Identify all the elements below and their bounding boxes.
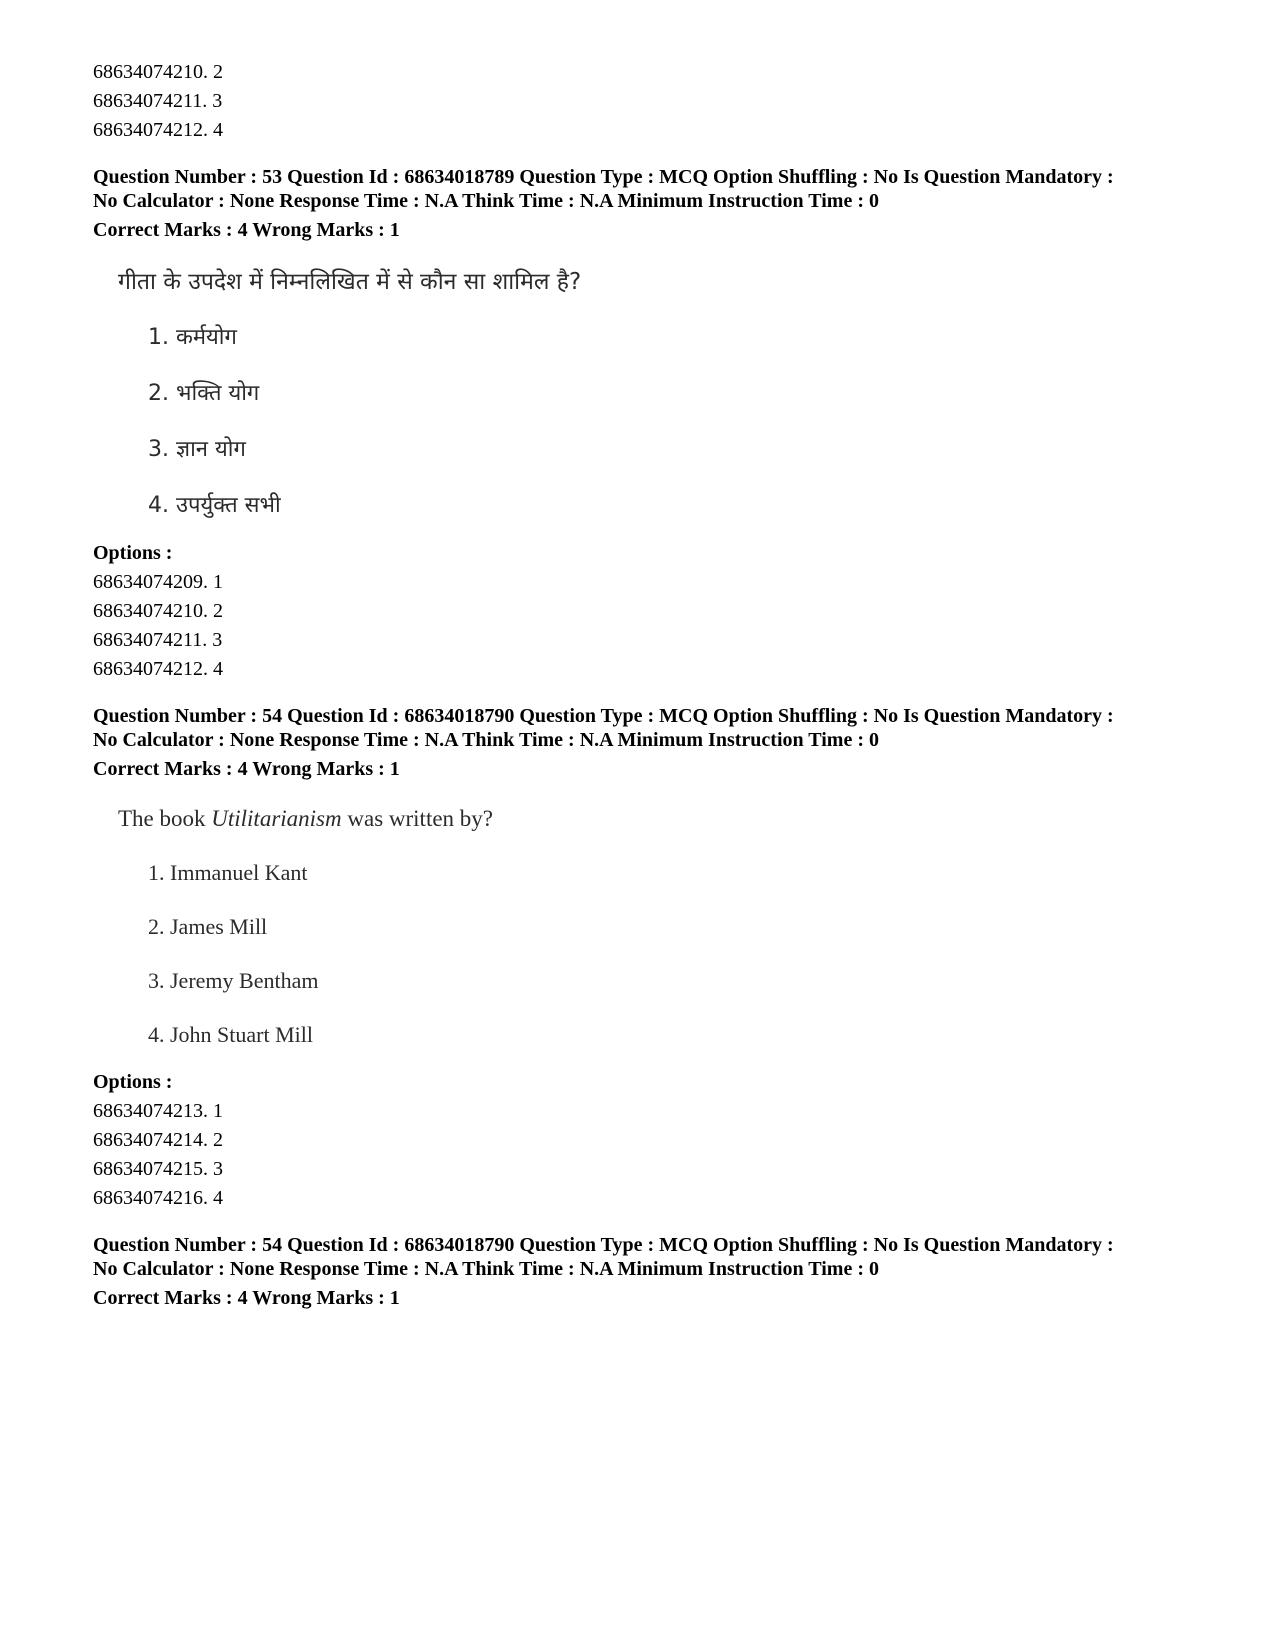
question-marks: Correct Marks : 4 Wrong Marks : 1 bbox=[93, 1287, 400, 1309]
question-text-prefix: The book bbox=[118, 806, 212, 831]
option-id-line: 68634074209. 1 bbox=[93, 571, 223, 593]
option-id-line: 68634074215. 3 bbox=[93, 1158, 223, 1180]
answer-choice: 4. John Stuart Mill bbox=[148, 1022, 314, 1047]
option-id-line: 68634074212. 4 bbox=[93, 119, 223, 141]
question-content-image bbox=[118, 267, 1203, 521]
document-page bbox=[93, 58, 1203, 1313]
option-id-line: 68634074211. 3 bbox=[93, 629, 223, 651]
option-id-line: 68634074212. 4 bbox=[93, 658, 223, 680]
option-id-line: 68634074216. 4 bbox=[93, 1187, 223, 1209]
question-header-line2: No Calculator : None Response Time : N.A Think Time : N.A Minimum Instruction Time : 0 bbox=[93, 1258, 879, 1280]
answer-choice: 1. Immanuel Kant bbox=[148, 860, 308, 885]
option-id-line: 68634074211. 3 bbox=[93, 90, 223, 112]
options-list bbox=[93, 1068, 1203, 1213]
options-label: Options : bbox=[93, 542, 173, 564]
question-marks: Correct Marks : 4 Wrong Marks : 1 bbox=[93, 219, 400, 241]
question-header-line2: No Calculator : None Response Time : N.A Think Time : N.A Minimum Instruction Time : 0 bbox=[93, 190, 879, 212]
option-id-line: 68634074210. 2 bbox=[93, 61, 223, 83]
options-list bbox=[93, 539, 1203, 684]
answer-choice: 1. कर्मयोग bbox=[148, 325, 237, 350]
question-header-line1: Question Number : 53 Question Id : 68634018789 Question Type : MCQ Option Shuffling : No Is Question Mandatory : bbox=[93, 166, 1114, 188]
question-header-line1: Question Number : 54 Question Id : 68634018790 Question Type : MCQ Option Shuffling : No Is Question Mandatory : bbox=[93, 1234, 1114, 1256]
answer-choice: 3. ज्ञान योग bbox=[148, 437, 246, 462]
question-header-line2: No Calculator : None Response Time : N.A Think Time : N.A Minimum Instruction Time : 0 bbox=[93, 729, 879, 751]
question-block-54-repeat bbox=[93, 1233, 1203, 1313]
options-label: Options : bbox=[93, 1071, 173, 1093]
question-header-line1: Question Number : 54 Question Id : 68634018790 Question Type : MCQ Option Shuffling : No Is Question Mandatory : bbox=[93, 705, 1114, 727]
question-block-54 bbox=[93, 704, 1203, 1213]
previous-options-list bbox=[93, 58, 1203, 145]
question-text bbox=[118, 804, 1203, 834]
question-marks: Correct Marks : 4 Wrong Marks : 1 bbox=[93, 758, 400, 780]
question-content-image bbox=[118, 804, 1203, 1050]
answer-choice: 4. उपर्युक्त सभी bbox=[148, 493, 281, 518]
option-id-line: 68634074210. 2 bbox=[93, 600, 223, 622]
option-id-line: 68634074214. 2 bbox=[93, 1129, 223, 1151]
answer-choice: 2. भक्ति योग bbox=[148, 381, 260, 406]
question-text-suffix: was written by? bbox=[341, 806, 494, 831]
question-text: गीता के उपदेश में निम्नलिखित में से कौन सा शामिल है? bbox=[118, 269, 582, 295]
answer-choice: 2. James Mill bbox=[148, 914, 268, 939]
option-id-line: 68634074213. 1 bbox=[93, 1100, 223, 1122]
book-title: Utilitarianism bbox=[211, 806, 342, 831]
answer-choice: 3. Jeremy Bentham bbox=[148, 968, 319, 993]
question-block-53 bbox=[93, 165, 1203, 684]
